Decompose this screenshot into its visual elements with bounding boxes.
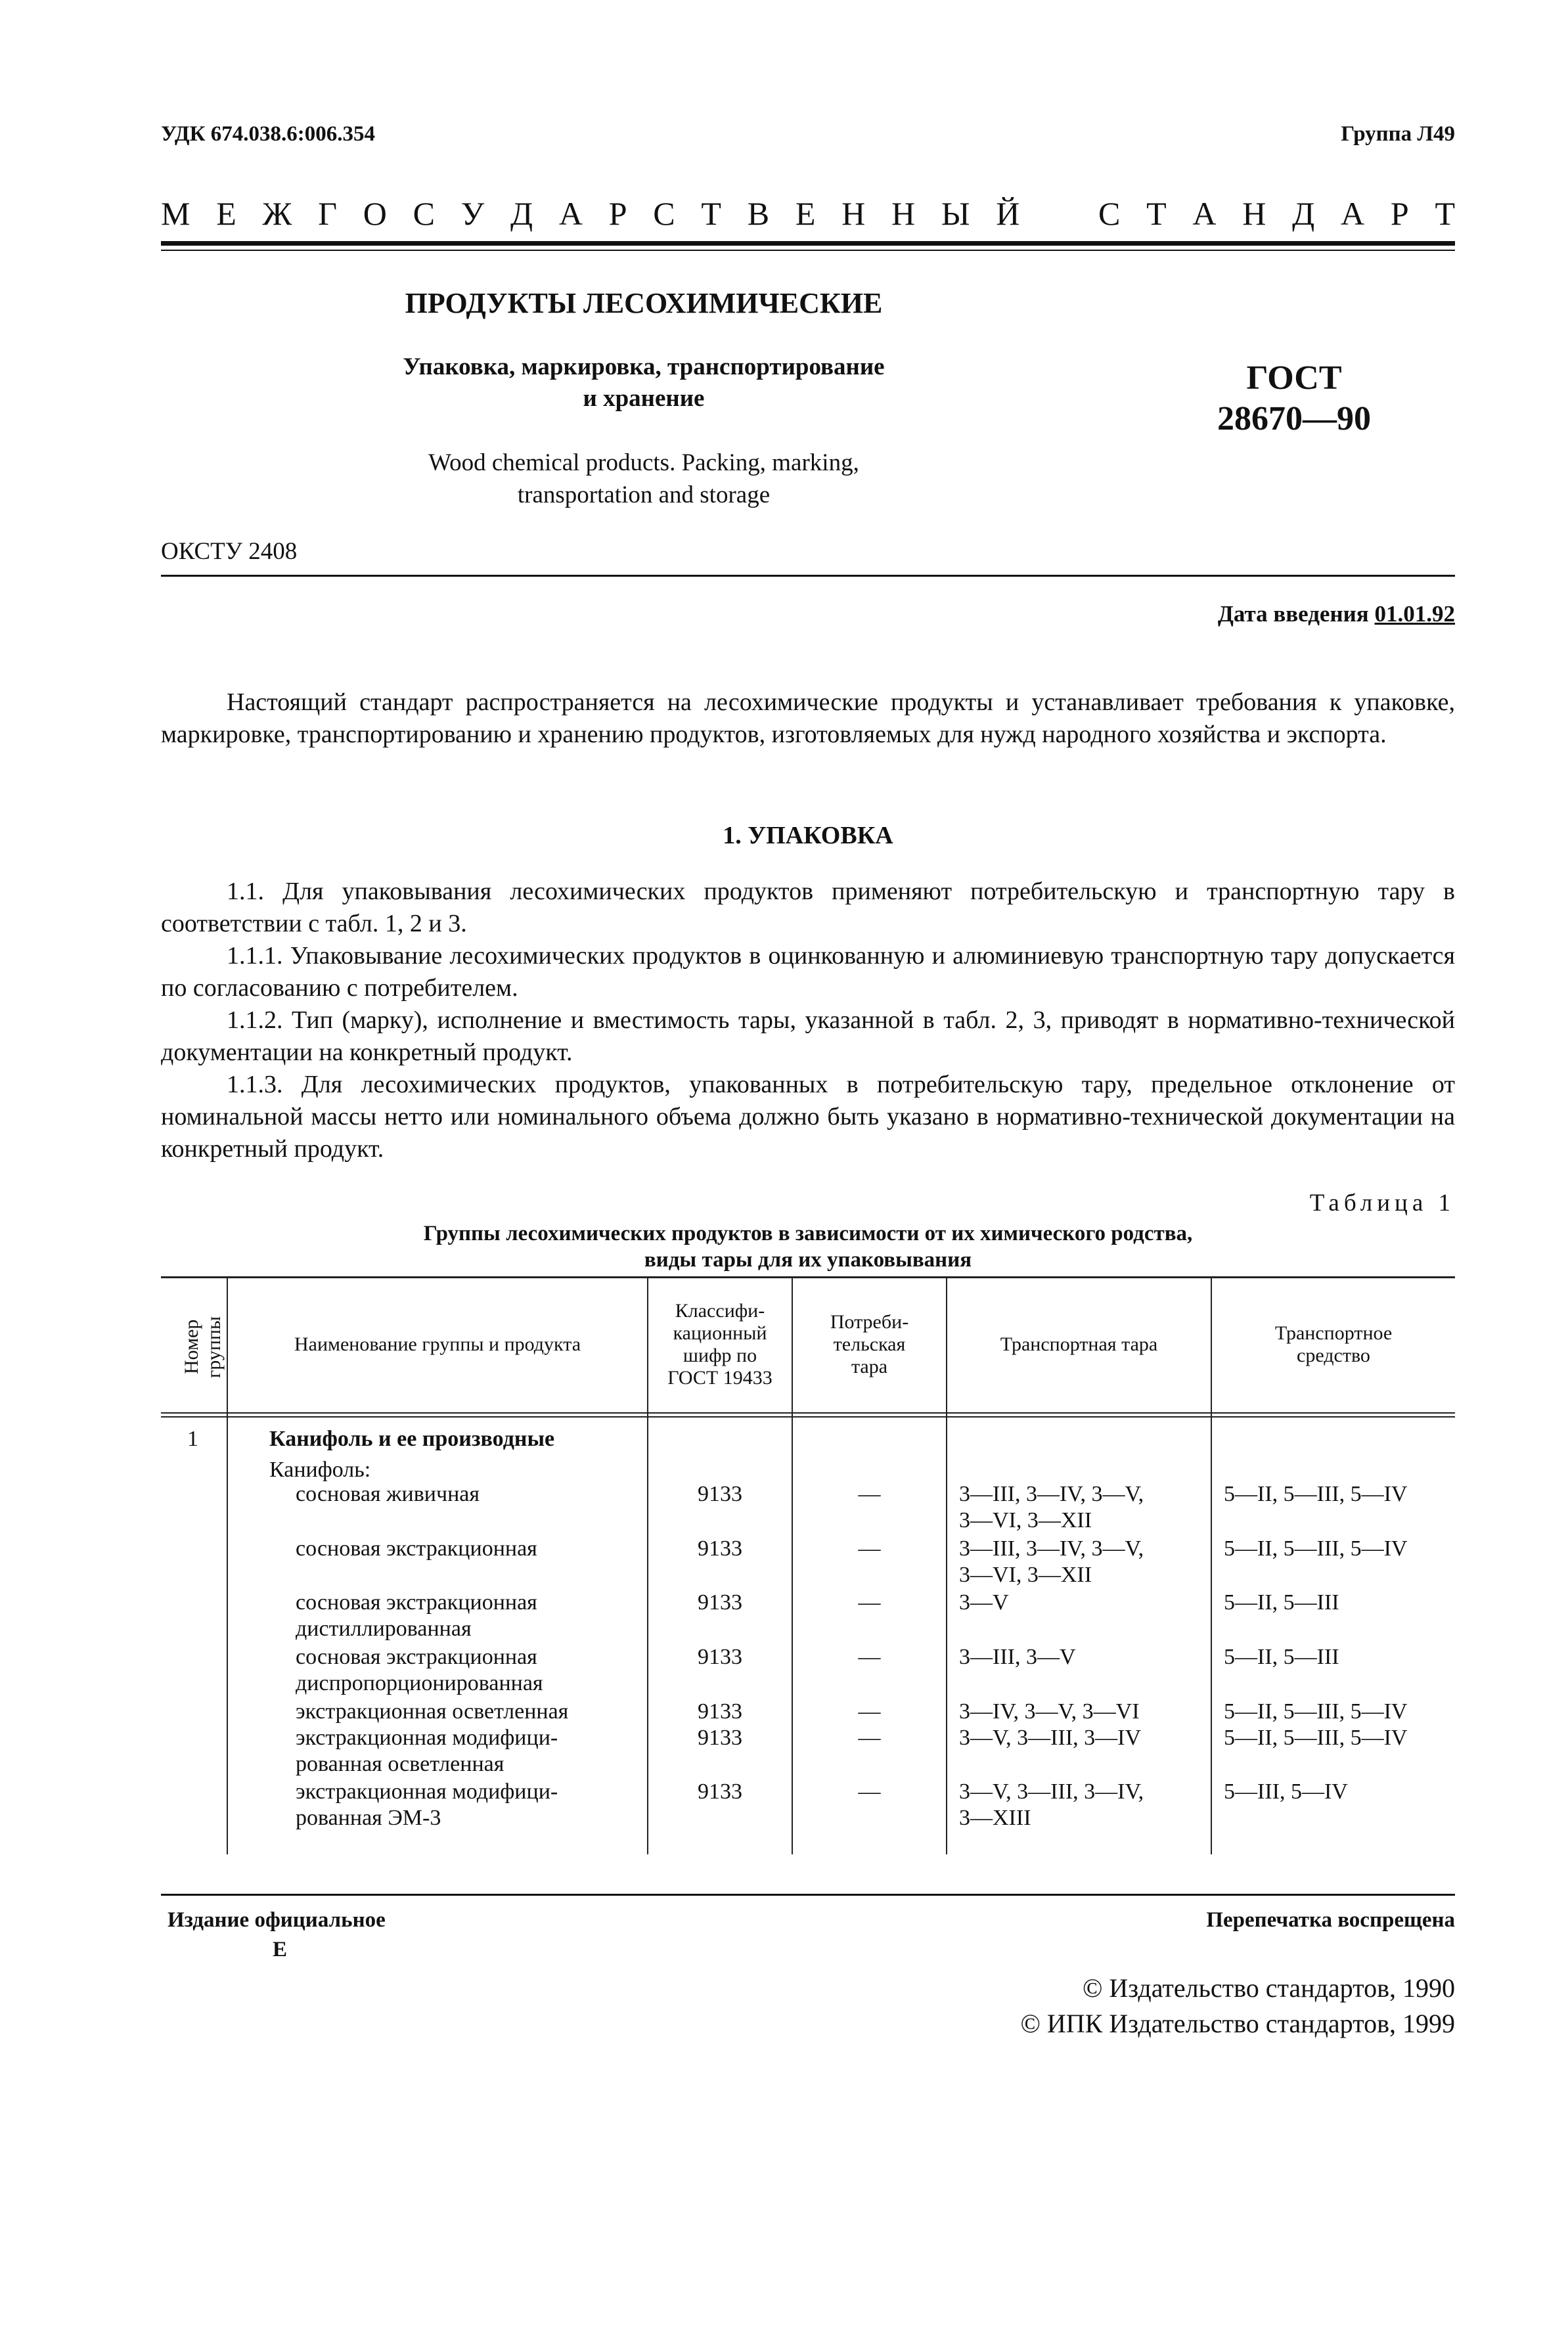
caption-line: виды тары для их упаковывания <box>644 1248 972 1272</box>
product-name: экстракционная модифици- рованная осветленная <box>296 1726 558 1776</box>
banner-letter: Т <box>1435 195 1455 232</box>
transport-means: 5—II, 5—III, 5—IV <box>1224 1699 1408 1724</box>
intro-paragraph: Настоящий стандарт распространяется на лесохимические продукты и устанавливает требования к упаковке, маркировке, транспортированию и хранению продуктов, изготовляемых для нужд народного хозяйства и экспорта. <box>161 688 1455 748</box>
banner-letter: Р <box>608 195 627 232</box>
group-number: 1 <box>187 1427 198 1451</box>
product-code: 9133 <box>698 1536 742 1561</box>
product-name: экстракционная осветленная <box>296 1699 569 1724</box>
table-label: Таблица 1 <box>1309 1190 1455 1217</box>
product-code: 9133 <box>698 1482 742 1506</box>
copyright-line: © ИПК Издательство стандартов, 1999 <box>1020 2009 1455 2038</box>
header-transport-tare: Транспортная тара <box>1000 1333 1158 1355</box>
product-code: 9133 <box>698 1699 742 1724</box>
header-transport-means: Транспортное средство <box>1274 1322 1393 1366</box>
product-name: экстракционная модифици- рованная ЭМ-3 <box>296 1779 558 1830</box>
banner-letter: А <box>1341 195 1365 232</box>
transport-means: 5—II, 5—III, 5—IV <box>1224 1536 1408 1561</box>
consumer-tare: — <box>858 1699 881 1724</box>
banner-letter: Д <box>1292 195 1315 232</box>
banner-letter: Р <box>1390 195 1409 232</box>
banner-rule-thick <box>161 241 1455 246</box>
consumer-tare: — <box>858 1590 881 1615</box>
standard-banner <box>161 194 1455 233</box>
product-name: сосновая экстракционная дистиллированная <box>296 1590 537 1641</box>
consumer-tare: — <box>858 1645 881 1669</box>
transport-tare: 3—III, 3—IV, 3—V, 3—VI, 3—XII <box>959 1536 1144 1587</box>
footer-rule <box>161 1894 1455 1896</box>
gost-number <box>1163 358 1425 439</box>
banner-letter: Е <box>216 195 236 232</box>
banner-letter: Г <box>318 195 338 232</box>
gost-label: ГОСТ <box>1246 359 1342 397</box>
consumer-tare: — <box>858 1536 881 1561</box>
edition-letter: Е <box>273 1938 288 1961</box>
transport-tare: 3—IV, 3—V, 3—VI <box>959 1699 1140 1724</box>
paragraph-1-1: 1.1. Для упаковывания лесохимических продуктов применяют потребительскую и транспортную тару в соответствии с табл. 1, 2 и 3. <box>161 878 1455 937</box>
reprint-notice: Перепечатка воспрещена <box>1206 1908 1455 1932</box>
subtitle-line: Упаковка, маркировка, транспортирование <box>403 353 885 380</box>
table-header-rule-2 <box>161 1416 1455 1418</box>
section-title: 1. УПАКОВКА <box>723 822 893 849</box>
intro-date-value: 01.01.92 <box>1374 601 1455 627</box>
banner-letter: С <box>1098 195 1121 232</box>
subgroup-title: Канифоль: <box>269 1458 371 1482</box>
banner-letter: У <box>460 195 485 232</box>
banner-letter: М <box>161 195 190 232</box>
header-consumer-tare: Потреби- тельская тара <box>830 1310 909 1377</box>
banner-letter: С <box>413 195 436 232</box>
banner-letter: А <box>558 195 583 232</box>
document-subtitle <box>322 351 966 414</box>
product-code: 9133 <box>698 1590 742 1615</box>
copyright-line: © Издательство стандартов, 1990 <box>1082 1973 1455 2003</box>
transport-tare: 3—V, 3—III, 3—IV <box>959 1726 1142 1750</box>
transport-tare: 3—V, 3—III, 3—IV, 3—XIII <box>959 1779 1144 1830</box>
intro-date-label: Дата введения <box>1217 601 1369 627</box>
banner-letter: Т <box>1146 195 1167 232</box>
transport-tare: 3—V <box>959 1590 1009 1615</box>
header-group-number: Номер группы <box>181 1316 225 1378</box>
paragraph-1-1-1: 1.1.1. Упаковывание лесохимических продуктов в оцинкованную и алюминиевую транспортную тару допускается по согласованию с потребителем. <box>161 942 1455 1002</box>
transport-means: 5—II, 5—III <box>1224 1645 1339 1669</box>
banner-letter: Й <box>996 195 1020 232</box>
consumer-tare: — <box>858 1482 881 1506</box>
product-name: сосновая экстракционная диспропорционированная <box>296 1645 543 1695</box>
product-name: сосновая экстракционная <box>296 1536 537 1561</box>
intro-date <box>1218 601 1455 627</box>
group-code: Группа Л49 <box>1341 122 1455 146</box>
product-code: 9133 <box>698 1779 742 1804</box>
table-caption <box>161 1220 1455 1273</box>
document-title: ПРОДУКТЫ ЛЕСОХИМИЧЕСКИЕ <box>405 287 883 319</box>
group-title: Канифоль и ее производные <box>269 1427 555 1451</box>
banner-letter: Т <box>701 195 721 232</box>
banner-gap <box>1046 194 1072 233</box>
header-classification-code: Классифи- кационный шифр по ГОСТ 19433 <box>667 1299 773 1389</box>
banner-rule-thin <box>161 250 1455 251</box>
header-product-name: Наименование группы и продукта <box>294 1333 581 1355</box>
product-code: 9133 <box>698 1726 742 1750</box>
paragraph-1-1-2: 1.1.2. Тип (марку), исполнение и вместимость тары, указанной в табл. 2, 3, приводят в нормативно-технической документации на конкретный продукт. <box>161 1006 1455 1066</box>
transport-means: 5—III, 5—IV <box>1224 1779 1348 1804</box>
banner-letter: Н <box>891 195 916 232</box>
caption-line: Группы лесохимических продуктов в зависимости от их химического родства, <box>423 1222 1193 1245</box>
transport-means: 5—II, 5—III, 5—IV <box>1224 1726 1408 1750</box>
subtitle-line: и хранение <box>583 385 705 412</box>
banner-letter: В <box>747 195 770 232</box>
okstu-code: ОКСТУ 2408 <box>161 538 298 565</box>
english-title <box>322 447 966 511</box>
udk-code: УДК 674.038.6:006.354 <box>161 122 376 146</box>
consumer-tare: — <box>858 1726 881 1750</box>
product-code: 9133 <box>698 1645 742 1669</box>
transport-means: 5—II, 5—III, 5—IV <box>1224 1482 1408 1506</box>
edition-label: Издание официальное <box>168 1908 386 1932</box>
banner-letter: Д <box>510 195 533 232</box>
consumer-tare: — <box>858 1779 881 1804</box>
gost-code: 28670—90 <box>1217 400 1371 437</box>
banner-letter: Е <box>795 195 816 232</box>
paragraph-1-1-3: 1.1.3. Для лесохимических продуктов, упакованных в потребительскую тару, предельное отклонение от номинальной массы нетто или номинального объема должно быть указано в нормативно-технической документации на конкретный продукт. <box>161 1071 1455 1163</box>
copyright-block <box>1021 1971 1455 2042</box>
banner-letter: О <box>363 195 387 232</box>
banner-letter: Ы <box>941 195 970 232</box>
transport-means: 5—II, 5—III <box>1224 1590 1339 1615</box>
banner-letter: Ж <box>262 195 292 232</box>
english-title-line: Wood chemical products. Packing, marking, <box>428 449 859 476</box>
title-rule <box>161 575 1455 577</box>
transport-tare: 3—III, 3—IV, 3—V, 3—VI, 3—XII <box>959 1482 1144 1532</box>
banner-letter: А <box>1192 195 1217 232</box>
transport-tare: 3—III, 3—V <box>959 1645 1076 1669</box>
products-table <box>161 1276 1455 1854</box>
banner-letter: С <box>653 195 675 232</box>
table-header-rule <box>161 1412 1455 1414</box>
banner-letter: Н <box>1242 195 1266 232</box>
english-title-line: transportation and storage <box>517 481 771 508</box>
banner-letter: Н <box>841 195 866 232</box>
product-name: сосновая живичная <box>296 1482 480 1506</box>
